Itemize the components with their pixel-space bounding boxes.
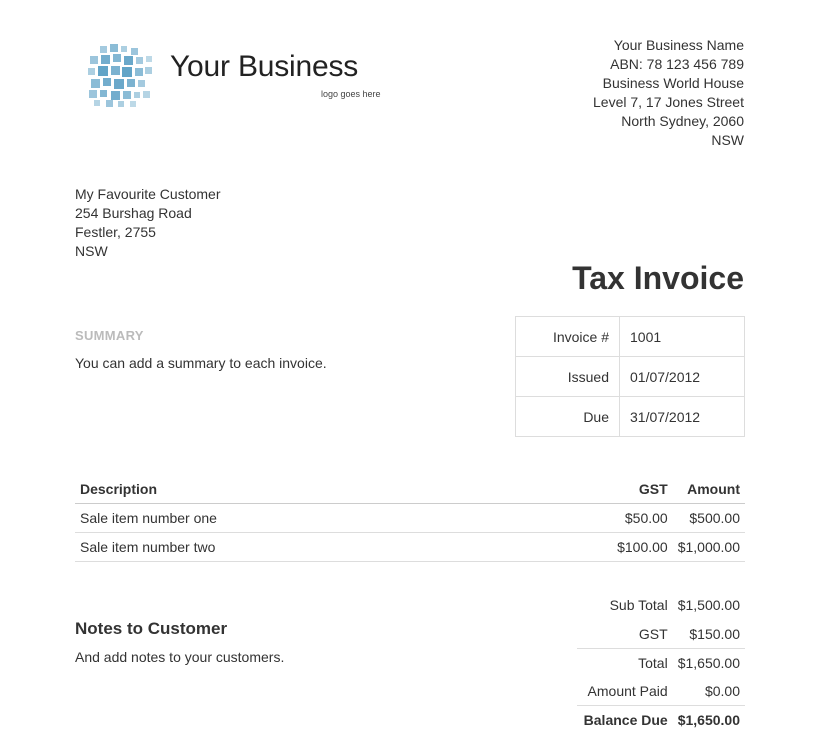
logo-mosaic-tile: [110, 44, 118, 52]
totals-label: GST: [577, 620, 673, 649]
logo-mosaic-tile: [100, 46, 107, 53]
totals-label: Balance Due: [583, 711, 668, 728]
totals-value: $150.00: [673, 620, 745, 649]
totals-row-total: [577, 648, 745, 677]
business-state: NSW: [711, 132, 744, 148]
totals-label: Total: [638, 654, 668, 671]
business-logo: [86, 42, 396, 112]
logo-mosaic-tile: [127, 79, 135, 87]
meta-label: Issued: [516, 357, 620, 397]
totals-table: [577, 591, 745, 734]
item-gst: $100.00: [563, 532, 673, 561]
col-header-amount: Amount: [673, 475, 745, 503]
totals-label: Sub Total: [609, 597, 668, 614]
col-header-description: Description: [75, 475, 563, 503]
logo-mosaic-tile: [146, 56, 152, 62]
logo-mosaic-tile: [143, 91, 150, 98]
totals-value: $1,500.00: [677, 597, 740, 614]
logo-mosaic-tile: [111, 91, 120, 100]
invoice-meta-table: [515, 316, 745, 437]
totals-value: $0.00: [673, 677, 745, 706]
logo-mosaic-icon: [86, 42, 156, 108]
col-header-gst: GST: [563, 475, 673, 503]
customer-state: NSW: [75, 243, 108, 259]
logo-mosaic-tile: [122, 67, 132, 77]
logo-mosaic-tile: [101, 55, 110, 64]
item-description: Sale item number one: [75, 503, 563, 532]
logo-mosaic-tile: [131, 48, 138, 55]
item-amount: $500.00: [673, 503, 745, 532]
totals-value: $1,650.00: [677, 654, 740, 671]
totals-row-subtotal: [577, 591, 745, 620]
line-items-header: [75, 475, 745, 503]
totals-row-amount-paid: [577, 677, 745, 706]
business-building: Business World House: [602, 75, 744, 91]
meta-value: 01/07/2012: [620, 357, 745, 397]
document-title: Tax Invoice: [572, 260, 744, 296]
logo-mosaic-tile: [111, 66, 120, 75]
logo-mosaic-tile: [123, 91, 131, 99]
summary-heading: SUMMARY: [75, 328, 144, 343]
totals-row-gst: [577, 620, 745, 649]
table-row: [75, 503, 745, 532]
logo-mosaic-tile: [114, 79, 124, 89]
customer-street: 254 Burshag Road: [75, 205, 192, 221]
line-items-table: [75, 475, 745, 562]
meta-value: 1001: [620, 317, 745, 357]
logo-mosaic-tile: [113, 54, 121, 62]
table-row: [75, 532, 745, 561]
logo-mosaic-tile: [121, 46, 127, 52]
logo-mosaic-tile: [106, 100, 113, 107]
totals-label: Amount Paid: [577, 677, 673, 706]
logo-mosaic-tile: [138, 80, 145, 87]
meta-row-invoice-number: [516, 317, 745, 357]
logo-tagline: logo goes here: [321, 89, 381, 99]
logo-mosaic-tile: [135, 68, 143, 76]
logo-mosaic-tile: [134, 92, 140, 98]
logo-mosaic-tile: [130, 101, 136, 107]
logo-mosaic-tile: [89, 90, 97, 98]
customer-address: [75, 185, 220, 261]
logo-mosaic-tile: [100, 90, 107, 97]
item-description: Sale item number two: [75, 532, 563, 561]
logo-mosaic-tile: [124, 56, 133, 65]
business-abn: ABN: 78 123 456 789: [610, 56, 744, 72]
logo-mosaic-tile: [136, 57, 143, 64]
logo-mosaic-tile: [98, 66, 108, 76]
notes-heading: Notes to Customer: [75, 619, 228, 638]
item-gst: $50.00: [563, 503, 673, 532]
business-street: Level 7, 17 Jones Street: [593, 94, 744, 110]
meta-label: Due: [516, 397, 620, 437]
logo-mosaic-tile: [118, 101, 124, 107]
logo-mosaic-tile: [88, 68, 95, 75]
meta-row-issued: [516, 357, 745, 397]
notes-text: And add notes to your customers.: [75, 649, 285, 665]
logo-mosaic-tile: [90, 56, 98, 64]
logo-mosaic-tile: [145, 67, 152, 74]
meta-label: Invoice #: [516, 317, 620, 357]
meta-row-due: [516, 397, 745, 437]
customer-name: My Favourite Customer: [75, 186, 221, 202]
totals-value: $1,650.00: [677, 711, 740, 728]
customer-suburb: Festler, 2755: [75, 224, 156, 240]
business-name: Your Business Name: [613, 37, 744, 53]
item-amount: $1,000.00: [673, 532, 745, 561]
logo-title: Your Business: [170, 50, 359, 83]
logo-mosaic-tile: [94, 100, 100, 106]
business-address: [593, 36, 744, 150]
summary-text: You can add a summary to each invoice.: [75, 355, 327, 371]
meta-value: 31/07/2012: [620, 397, 745, 437]
totals-row-balance-due: [577, 705, 745, 734]
business-suburb: North Sydney, 2060: [621, 113, 744, 129]
logo-mosaic-tile: [103, 78, 111, 86]
logo-mosaic-tile: [91, 79, 100, 88]
